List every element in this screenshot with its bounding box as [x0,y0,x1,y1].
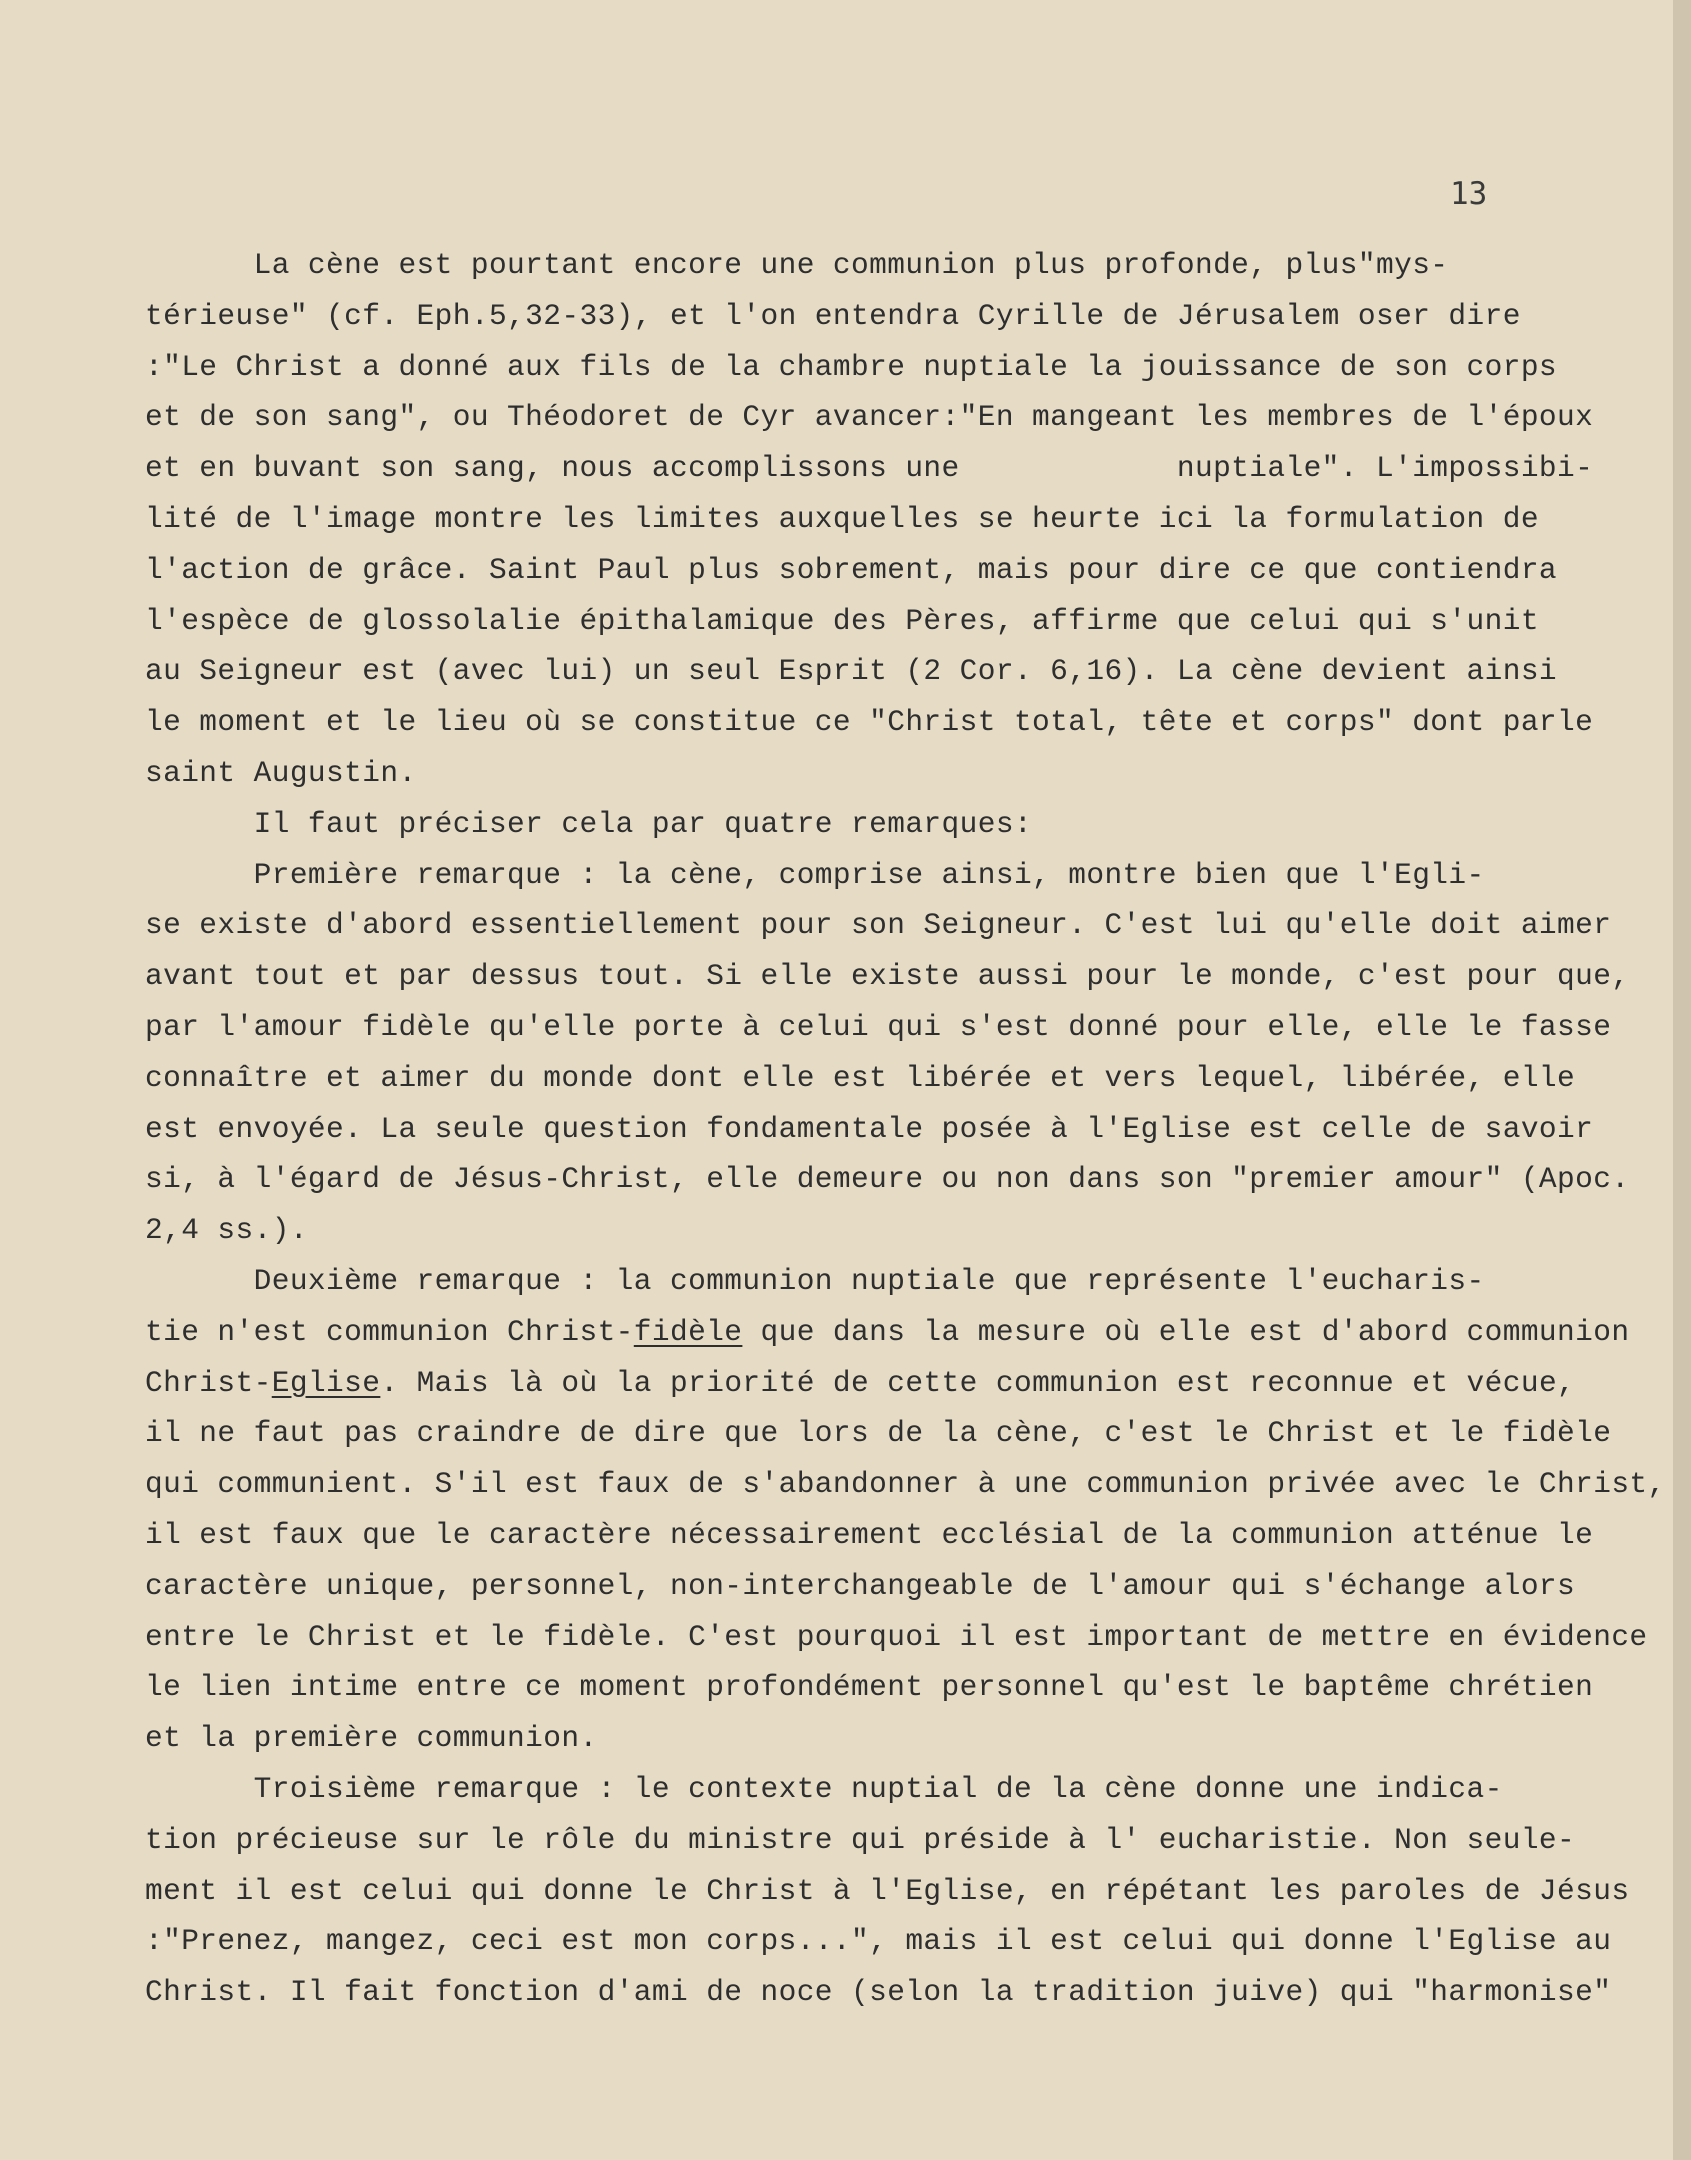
text-line: lité de l'image montre les limites auxquelles se heurte ici la formulation de [145,501,1539,536]
text-line: térieuse" (cf. Eph.5,32-33), et l'on entendra Cyrille de Jérusalem oser dire [145,298,1521,333]
text-line: le lien intime entre ce moment profondément personnel qu'est le baptême chrétien [145,1670,1594,1705]
text-line: Christ. Il fait fonction d'ami de noce (selon la tradition juive) qui "harmonise" [145,1975,1612,2010]
text-line: saint Augustin. [145,755,417,790]
text-line: et la première communion. [145,1721,598,1756]
text-segment: que dans la mesure où elle est d'abord communion [742,1314,1630,1349]
text-segment: Christ- [145,1365,272,1400]
text-line: :"Le Christ a donné aux fils de la chambre nuptiale la jouissance de son corps [145,349,1558,384]
text-line: Deuxième remarque : la communion nuptiale que représente l'eucharis- [145,1263,1485,1298]
page-number: 13 [1450,176,1488,212]
text-line: La cène est pourtant encore une communion plus profonde, plus"mys- [145,248,1449,282]
underlined-word: Eglise [271,1365,381,1400]
text-line: et en buvant son sang, nous accomplissons une nuptiale". L'impossibi- [145,451,1594,486]
text-line: :"Prenez, mangez, ceci est mon corps...", mais il est celui qui donne l'Eglise au [145,1924,1612,1959]
text-line: il est faux que le caractère nécessairement ecclésial de la communion atténue le [145,1517,1594,1552]
text-line: il ne faut pas craindre de dire que lors de la cène, c'est le Christ et le fidèle [145,1416,1612,1451]
text-line: Troisième remarque : le contexte nuptial de la cène donne une indica- [145,1771,1503,1806]
text-line: avant tout et par dessus tout. Si elle existe aussi pour le monde, c'est pour que, [145,959,1630,994]
text-line: entre le Christ et le fidèle. C'est pourquoi il est important de mettre en évidence [145,1619,1648,1654]
text-line: tion précieuse sur le rôle du ministre qui préside à l' eucharistie. Non seule- [145,1822,1576,1857]
text-line: ment il est celui qui donne le Christ à l'Eglise, en répétant les paroles de Jésus [145,1873,1630,1908]
text-line: le moment et le lieu où se constitue ce "Christ total, tête et corps" dont parle [145,705,1594,740]
text-line-underlined [145,1358,1635,1409]
text-line: et de son sang", ou Théodoret de Cyr avancer:"En mangeant les membres de l'époux [145,400,1594,435]
body-text [145,240,1666,2018]
text-line: 2,4 ss.). [145,1213,308,1248]
text-line: l'action de grâce. Saint Paul plus sobrement, mais pour dire ce que contiendra [145,552,1558,587]
text-line: est envoyée. La seule question fondamentale posée à l'Eglise est celle de savoir [145,1111,1594,1146]
text-line: si, à l'égard de Jésus-Christ, elle demeure ou non dans son "premier amour" (Apoc. [145,1162,1630,1197]
text-line: se existe d'abord essentiellement pour son Seigneur. C'est lui qu'elle doit aimer [145,908,1612,943]
text-line: l'espèce de glossolalie épithalamique des Pères, affirme que celui qui s'unit [145,603,1539,638]
text-line: au Seigneur est (avec lui) un seul Esprit (2 Cor. 6,16). La cène devient ainsi [145,654,1558,689]
underlined-word: fidèle [633,1314,743,1349]
text-line: Il faut préciser cela par quatre remarques: [145,806,1033,841]
text-line: Première remarque : la cène, comprise ainsi, montre bien que l'Egli- [145,857,1485,892]
text-line: qui communient. S'il est faux de s'abandonner à une communion privée avec le Christ, [145,1467,1666,1502]
text-line: par l'amour fidèle qu'elle porte à celui qui s'est donné pour elle, elle le fasse [145,1009,1612,1044]
text-line: connaître et aimer du monde dont elle est libérée et vers lequel, libérée, elle [145,1060,1576,1095]
text-line-underlined [145,1307,1635,1358]
text-line: caractère unique, personnel, non-interchangeable de l'amour qui s'échange alors [145,1568,1576,1603]
text-segment: tie n'est communion Christ- [145,1314,634,1349]
text-segment: . Mais là où la priorité de cette communion est reconnue et vécue, [380,1365,1576,1400]
